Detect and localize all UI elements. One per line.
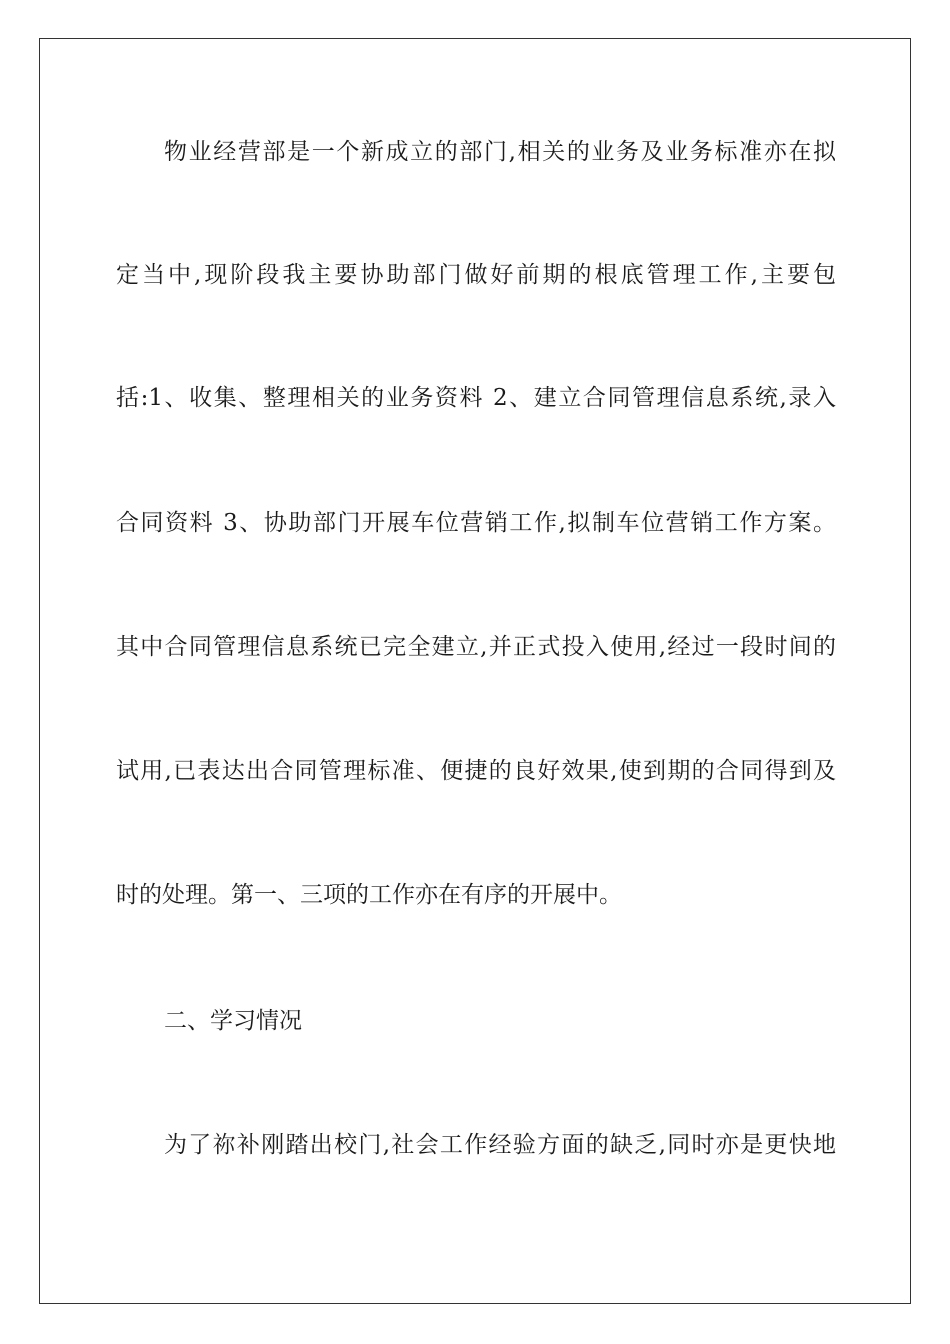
paragraph-line: 时的处理。第一、三项的工作亦在有序的开展中。	[116, 882, 622, 908]
paragraph-line: 括:1、收集、整理相关的业务资料 2、建立合同管理信息系统,录入	[116, 385, 836, 411]
paragraph-line: 试用,已表达出合同管理标准、便捷的良好效果,使到期的合同得到及	[116, 758, 836, 784]
paragraph-line: 为了祢补刚踏出校门,社会工作经验方面的缺乏,同时亦是更快地	[164, 1132, 836, 1158]
paragraph-line: 合同资料 3、协助部门开展车位营销工作,拟制车位营销工作方案。	[116, 510, 836, 536]
paragraph-line: 物业经营部是一个新成立的部门,相关的业务及业务标准亦在拟	[164, 139, 836, 165]
page-frame	[39, 38, 911, 1304]
paragraph-line: 定当中,现阶段我主要协助部门做好前期的根底管理工作,主要包	[116, 262, 836, 288]
section-heading: 二、学习情况	[164, 1008, 302, 1034]
paragraph-line: 其中合同管理信息系统已完全建立,并正式投入使用,经过一段时间的	[116, 634, 836, 660]
